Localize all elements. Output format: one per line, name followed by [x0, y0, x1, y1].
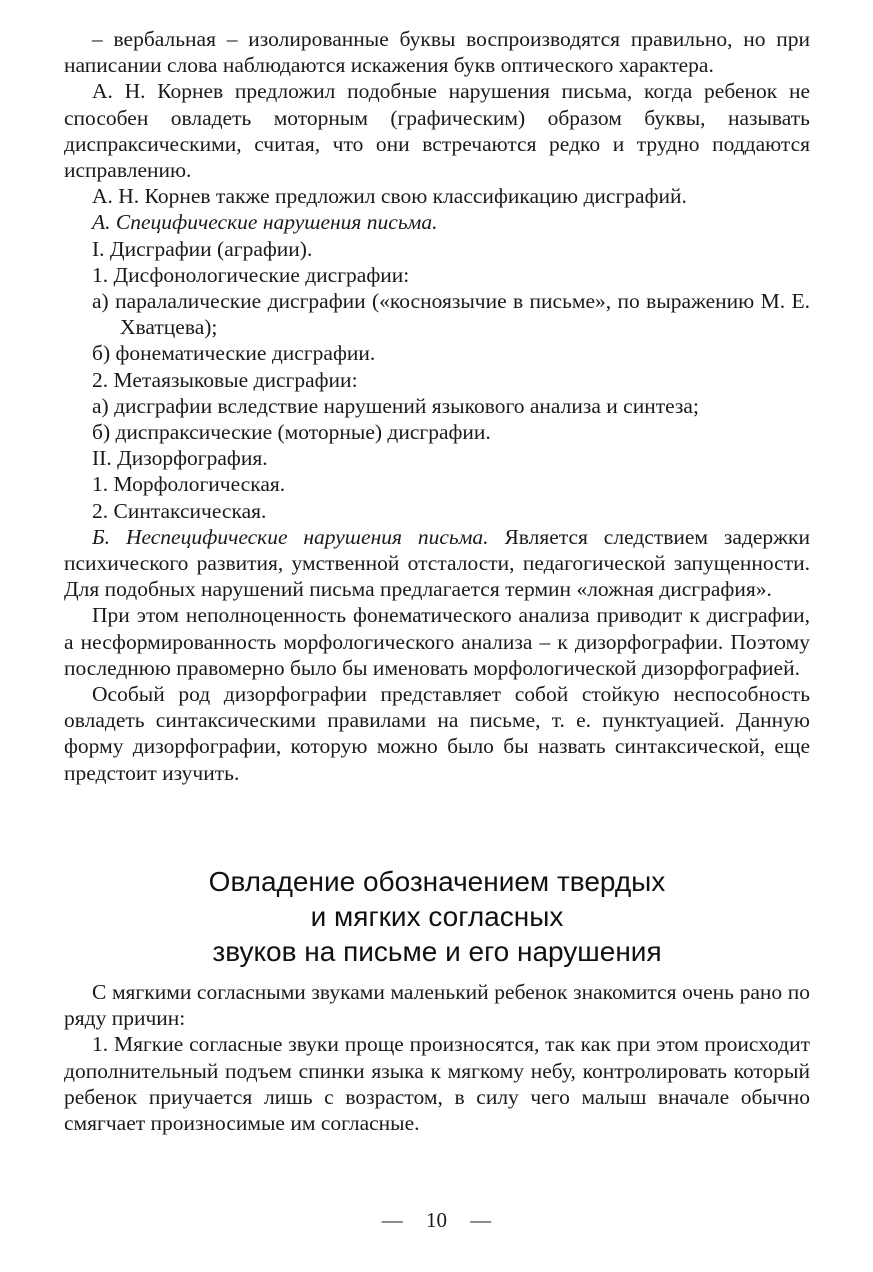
- list-item: 1. Морфологическая.: [92, 472, 286, 497]
- paragraph: 1. Мягкие согласные звуки проще произносятся, так как при этом происходит дополнительный подъем спинки языка к мягкому небу, контролировать который ребенок приучается лишь с возрастом, в силу чего малыш вначале обычно смягчает произносимые им согласные.: [64, 1032, 810, 1135]
- list-subitem: б) диспраксические (моторные) дисграфии.: [92, 420, 491, 445]
- list-subitem: б) фонематические дисграфии.: [92, 341, 376, 366]
- list-item: 2. Метаязыковые дисграфии:: [92, 367, 358, 392]
- list-item: II. Дизорфография.: [92, 446, 268, 471]
- page-number: — 10 —: [381, 1208, 492, 1232]
- classification-heading-b: Б. Неспецифические нарушения письма.: [92, 524, 489, 549]
- list-item: 1. Дисфонологические дисграфии:: [92, 262, 410, 287]
- classification-heading-a: А. Специфические нарушения письма.: [92, 210, 438, 235]
- page-body: [64, 26, 810, 1136]
- paragraph: С мягкими согласными звуками маленький ребенок знакомится очень рано по ряду причин:: [64, 979, 810, 1031]
- paragraph: [64, 524, 810, 603]
- paragraph: А. Н. Корнев предложил подобные нарушения письма, когда ребенок не способен овладеть моторным (графическим) образом буквы, называть диспраксическими, считая, что они встречаются редко и трудно поддаются исправлению.: [64, 79, 810, 183]
- list-item: 2. Синтаксическая.: [92, 498, 267, 523]
- paragraph: А. Н. Корнев также предложил свою классификацию дисграфий.: [92, 184, 687, 209]
- paragraph-text: Является следствием задержки психического развития, умственной отсталости, педагогической запущенности. Для подобных нарушений письма предлагается термин «ложная дисграфия».: [64, 524, 810, 602]
- section-heading-line: Овладение обозначением твердых: [208, 865, 666, 897]
- list-subitem: а) паралалические дисграфии («косноязычие в письме», по выражению М. Е. Хватцева);: [92, 289, 810, 340]
- section-heading-line: и мягких согласных: [310, 900, 564, 932]
- paragraph: При этом неполноценность фонематического анализа приводит к дисграфии, а несформированность морфологического анализа – к дизорфографии. Поэтому последнюю правомерно было бы именовать морфологической дизорфографией.: [64, 603, 810, 680]
- list-item: I. Дисграфии (аграфии).: [92, 236, 313, 261]
- list-subitem: а) дисграфии вследствие нарушений языкового анализа и синтеза;: [92, 393, 699, 418]
- section-heading: [64, 864, 810, 969]
- section-heading-line: звуков на письме и его нарушения: [212, 935, 662, 967]
- paragraph: – вербальная – изолированные буквы воспроизводятся правильно, но при написании слова наблюдаются искажения букв оптического характера.: [64, 27, 810, 78]
- paragraph: Особый род дизорфографии представляет собой стойкую неспособность овладеть синтаксическими правилами на письме, т. е. пунктуацией. Данную форму дизорфографии, которую можно было бы назвать синтаксической, еще предстоит изучить.: [64, 682, 810, 785]
